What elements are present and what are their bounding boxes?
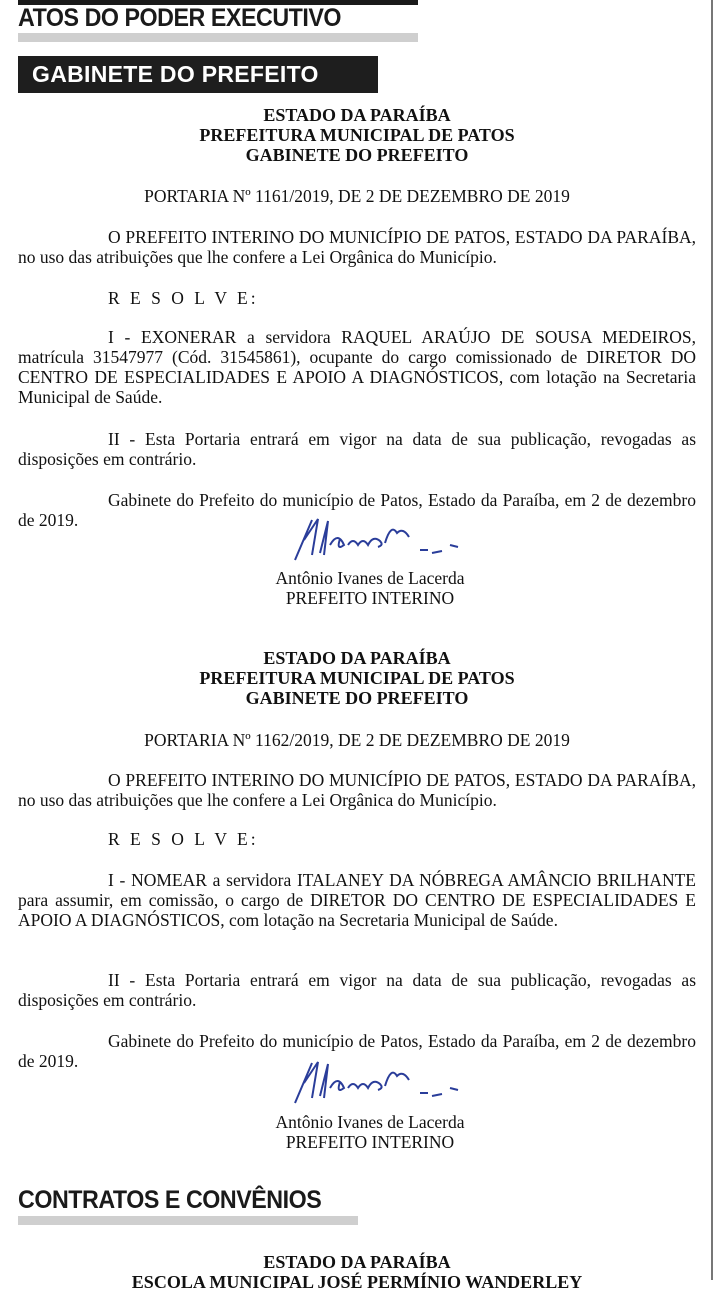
resolve-label: R E S O L V E: [108,829,259,849]
signature-icon [290,515,490,565]
header-cabinet: GABINETE DO PREFEITO [245,145,469,165]
signer-name: Antônio Ivanes de Lacerda [275,1112,465,1132]
section-title-contracts: CONTRATOS E CONVÊNIOS [18,1186,322,1214]
resolve-label: R E S O L V E: [108,288,259,308]
header-state: ESTADO DA PARAÍBA [263,105,451,125]
portaria-title: PORTARIA Nº 1162/2019, DE 2 DE DEZEMBRO DE 2019 [144,730,570,750]
section-underline [18,1216,358,1225]
preamble: O PREFEITO INTERINO DO MUNICÍPIO DE PATOS, ESTADO DA PARAÍBA, no uso das atribuições que lhe confere a Lei Orgânica do Município. [18,770,696,810]
signature-icon [290,1058,490,1108]
header-prefecture: PREFEITURA MUNICIPAL DE PATOS [199,668,515,688]
signer-title: PREFEITO INTERINO [285,588,455,608]
closing-text: Gabinete do Prefeito do município de Patos, Estado da Paraíba, em 2 de dezembro de 2019. [18,490,696,530]
closing-text: Gabinete do Prefeito do município de Patos, Estado da Paraíba, em 2 de dezembro de 2019. [18,1031,696,1071]
article-1: I - NOMEAR a servidora ITALANEY DA NÓBREGA AMÂNCIO BRILHANTE para assumir, em comissão, o cargo de DIRETOR DO CENTRO DE ESPECIALIDADES E APOIO A DIAGNÓSTICOS, com lotação na Secretaria Municipal de Saúde. [18,870,696,930]
signer-title: PREFEITO INTERINO [285,1132,455,1152]
article-2: II - Esta Portaria entrará em vigor na data de sua publicação, revogadas as disposições em contrário. [18,970,696,1010]
header-cabinet: GABINETE DO PREFEITO [245,688,469,708]
portaria-title: PORTARIA Nº 1161/2019, DE 2 DE DEZEMBRO DE 2019 [144,186,570,206]
cabinet-label: GABINETE DO PREFEITO [18,56,378,93]
header-state: ESTADO DA PARAÍBA [263,648,451,668]
contracts-header-state: ESTADO DA PARAÍBA [263,1252,451,1272]
header-prefecture: PREFEITURA MUNICIPAL DE PATOS [199,125,515,145]
article-2: II - Esta Portaria entrará em vigor na data de sua publicação, revogadas as disposições em contrário. [18,429,696,469]
section-underline [18,33,418,42]
article-1: I - EXONERAR a servidora RAQUEL ARAÚJO DE SOUSA MEDEIROS, matrícula 31547977 (Cód. 31545861), ocupante do cargo comissionado de DIRETOR DO CENTRO DE ESPECIALIDADES E APOIO A DIAGNÓSTICOS, com lotação na Secretaria Municipal de Saúde. [18,327,696,407]
preamble: O PREFEITO INTERINO DO MUNICÍPIO DE PATOS, ESTADO DA PARAÍBA, no uso das atribuições que lhe confere a Lei Orgânica do Município. [18,227,696,267]
signer-name: Antônio Ivanes de Lacerda [275,568,465,588]
section-title-executive: ATOS DO PODER EXECUTIVO [18,4,342,32]
contracts-header-school: ESCOLA MUNICIPAL JOSÉ PERMÍNIO WANDERLEY [131,1272,583,1292]
